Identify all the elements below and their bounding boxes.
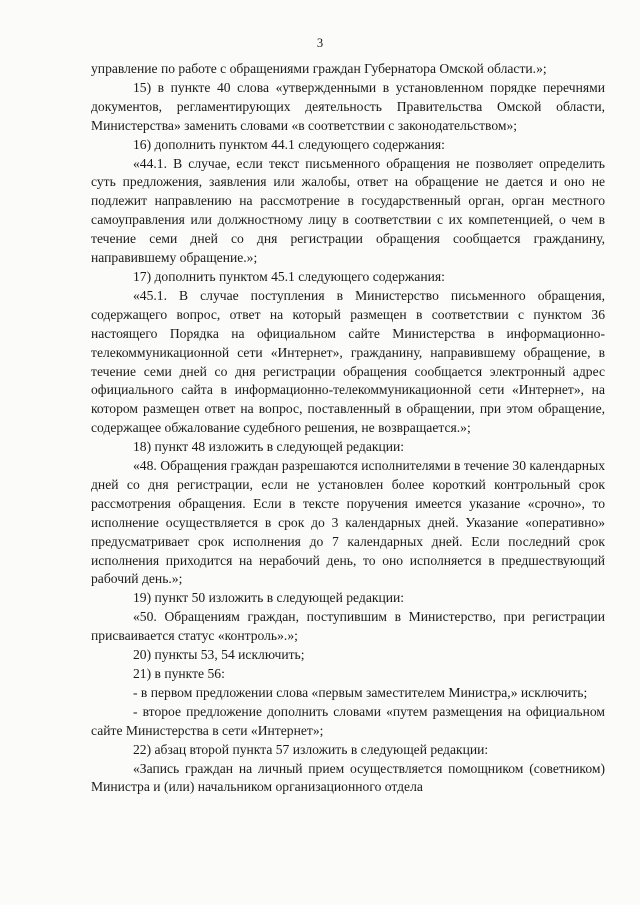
page-number: 3 <box>316 36 324 50</box>
paragraph-item-21-dash-2: - второе предложение дополнить словами «путем размещения на официальном сайте Министерства в сети «Интернет»; <box>91 703 605 738</box>
paragraph-clause-44-1: «44.1. В случае, если текст письменного обращения не позволяет определить суть предложения, заявления или жалобы, ответ на обращение не дается и оно не подлежит направлению на рассмотрение в государственный орган, орган местного самоуправления или должностному лицу в соответствии с их компетенцией, о чем в течение семи дней со дня регистрации обращения сообщается гражданину, направившему обращение.»; <box>91 155 605 266</box>
paragraph-item-22: 22) абзац второй пункта 57 изложить в следующей редакции: <box>133 741 489 757</box>
paragraph-item-18: 18) пункт 48 изложить в следующей редакции: <box>133 439 405 455</box>
paragraph-item-17: 17) дополнить пунктом 45.1 следующего содержания: <box>133 268 445 284</box>
paragraph-continuation: управление по работе с обращениями граждан Губернатора Омской области.»; <box>91 61 547 76</box>
document-body <box>91 60 605 797</box>
paragraph-item-21: 21) в пункте 56: <box>133 666 225 681</box>
paragraph-clause-48: «48. Обращения граждан разрешаются исполнителями в течение 30 календарных дней со дня регистрации, если не установлен более короткий контрольный срок рассмотрения обращения. Если в тексте поручения имеется указание «срочно», то исполнение осуществляется в срок до 3 календарных дней. Указание «оперативно» предусматривает срок исполнения до 7 календарных дней. Если последний срок исполнения приходится на нерабочий день, то оно исполняется в предшествующий рабочий день.»; <box>91 458 605 587</box>
paragraph-clause-57: «Запись граждан на личный прием осуществляется помощником (советником) Министра и (или) начальником организационного отдела <box>91 760 605 795</box>
paragraph-clause-50: «50. Обращениям граждан, поступившим в Министерство, при регистрации присваивается статус «контроль».»; <box>91 609 605 644</box>
paragraph-clause-45-1: «45.1. В случае поступления в Министерство письменного обращения, содержащего вопрос, ответ на который размещен в соответствии с пунктом 36 настоящего Порядка на официальном сайте Министерства в информационно-телекоммуникационной сети «Интернет», гражданину, направившему обращение, в течение семи дней со дня регистрации обращения сообщается электронный адрес официального сайта в информационно-телекоммуникационной сети «Интернет», на котором размещен ответ на вопрос, поставленный в обращении, при этом обращение, содержащее обжалование судебного решения, не возвращается.»; <box>91 287 605 436</box>
paragraph-item-16: 16) дополнить пунктом 44.1 следующего содержания: <box>133 136 445 152</box>
paragraph-item-15: 15) в пункте 40 слова «утвержденными в установленном порядке перечнями документов, регламентирующих деятельность Правительства Омской области, Министерства» заменить словами «в соответствии с законодательством»; <box>91 79 605 133</box>
paragraph-item-19: 19) пункт 50 изложить в следующей редакции: <box>133 590 405 606</box>
paragraph-item-20: 20) пункты 53, 54 исключить; <box>133 647 305 663</box>
paragraph-item-21-dash-1: - в первом предложении слова «первым заместителем Министра,» исключить; <box>133 684 588 700</box>
